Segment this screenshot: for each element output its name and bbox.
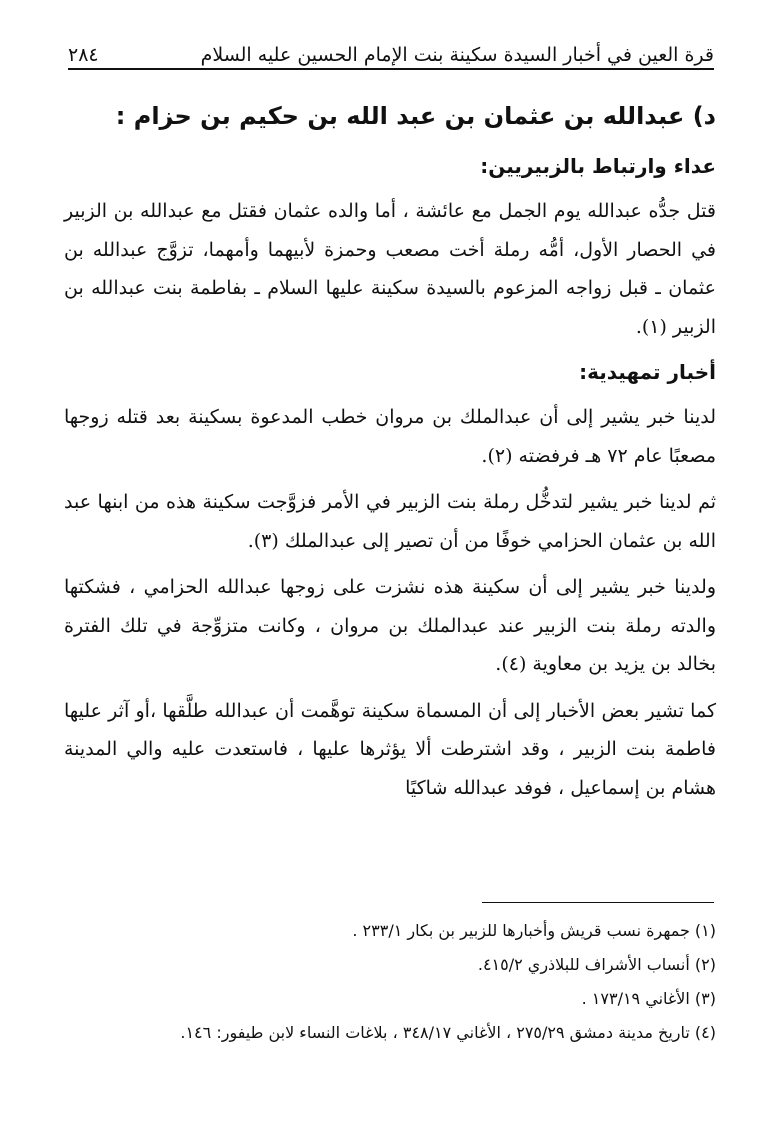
paragraph-ramla-intervention: ثم لدينا خبر يشير لتدخُّل رملة بنت الزبير في الأمر فزوَّجت سكينة هذه من ابنها عبد الله بن عثمان الحزامي خوفًا من أن تصير إلى عبدالملك (٣).: [64, 491, 716, 552]
footnote-1: (١) جمهرة نسب قريش وأخبارها للزبير بن بكار ٢٣٣/١ .: [352, 921, 716, 940]
page-number: ٢٨٤: [68, 44, 99, 66]
book-title: قرة العين في أخبار السيدة سكينة بنت الإمام الحسين عليه السلام: [200, 44, 714, 66]
footnote-3: (٣) الأغاني ١٧٣/١٩ .: [581, 989, 716, 1008]
footnote-divider: [482, 902, 714, 903]
main-text: [64, 88, 716, 815]
paragraph-divorce-claim: كما تشير بعض الأخبار إلى أن المسماة سكينة توهَّمت أن عبدالله طلَّقها ،أو آثر عليها فاطمة بنت الزبير ، وقد اشترطت ألا يؤثرها عليها ، فاستعدت عليه والي المدينة هشام بن إسماعيل ، فوفد عبدالله شاكيًا: [64, 699, 716, 799]
subheading-preliminary-reports: أخبار تمهيدية:: [579, 360, 716, 384]
subheading-hostility: عداء وارتباط بالزبيريين:: [480, 154, 716, 178]
paragraph-abdulmalik-proposal: لدينا خبر يشير إلى أن عبدالملك بن مروان خطب المدعوة بسكينة بعد قتله زوجها مصعبًا عام ٧٢ هـ فرفضته (٢).: [64, 406, 716, 467]
section-heading: د) عبدالله بن عثمان بن عبد الله بن حكيم بن حزام :: [115, 102, 716, 130]
footnote-2: (٢) أنساب الأشراف للبلاذري ٤١٥/٢.: [477, 955, 716, 974]
paragraph-complaint: ولدينا خبر يشير إلى أن سكينة هذه نشزت على زوجها عبدالله الحزامي ، فشكتها والدته رملة بنت الزبير عند عبدالملك بن مروان ، وكانت متزوِّجة في تلك الفترة بخالد بن يزيد بن معاوية (٤).: [64, 576, 716, 675]
header-divider: [68, 68, 714, 70]
footnotes: [64, 914, 716, 1050]
running-header: [68, 26, 714, 66]
footnote-4: (٤) تاريخ مدينة دمشق ٢٧٥/٢٩ ، الأغاني ٣٤٨/١٧ ، بلاغات النساء لابن طيفور: ١٤٦.: [180, 1023, 716, 1042]
paragraph-lineage: قتل جدُّه عبدالله يوم الجمل مع عائشة ، أما والده عثمان فقتل مع عبدالله بن الزبير في الحصار الأول، أمُّه رملة أخت مصعب وحمزة لأبيهما وأمهما، تزوَّج عبدالله بن عثمان ـ قبل زواجه المزعوم بالسيدة سكينة عليها السلام ـ بفاطمة بنت عبدالله بن الزبير (١).: [64, 200, 716, 338]
